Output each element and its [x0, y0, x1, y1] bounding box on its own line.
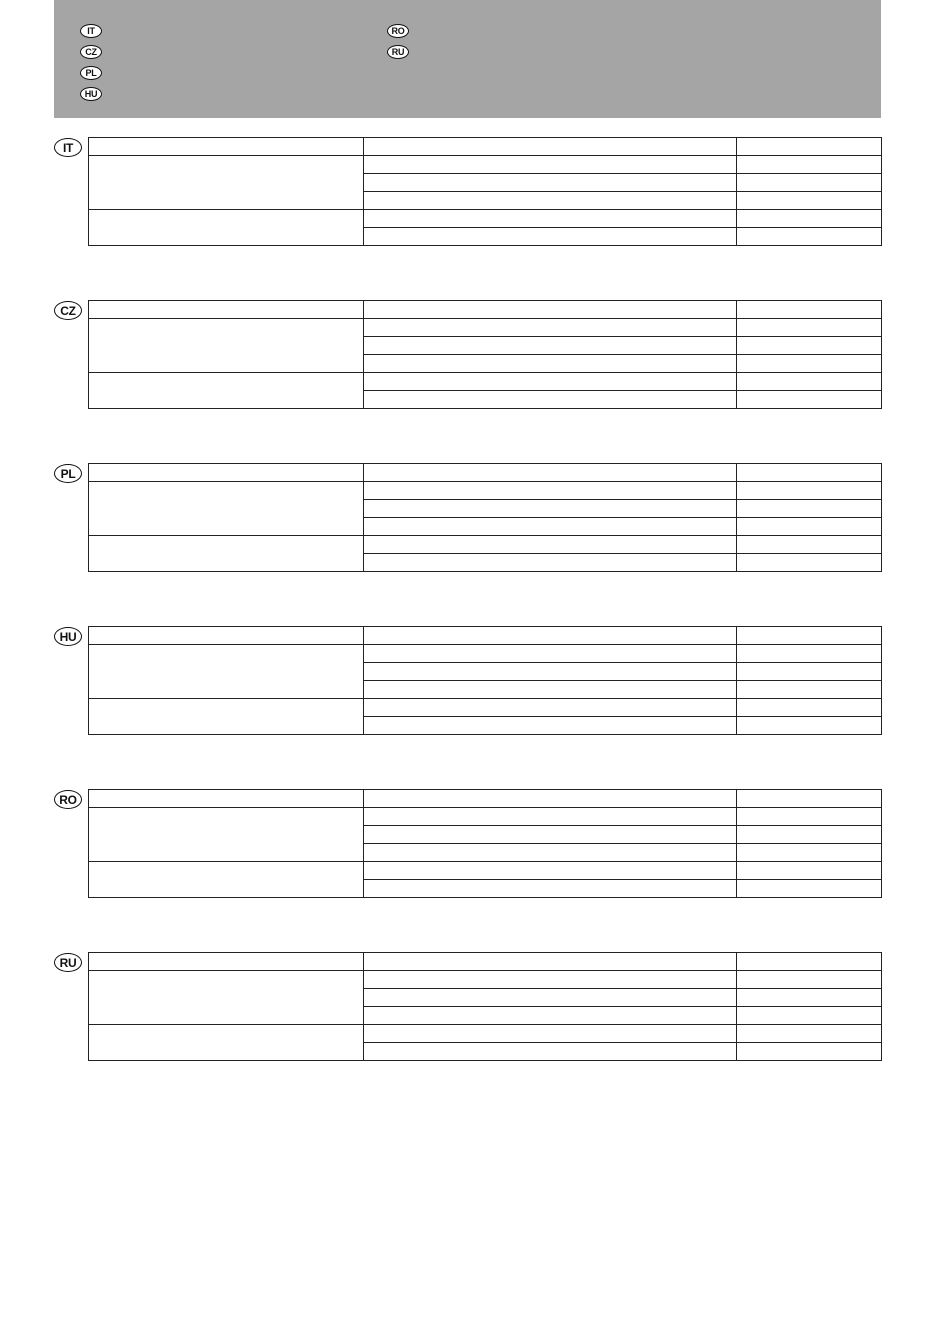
table-cell: [737, 808, 882, 826]
table-cell: [89, 373, 364, 409]
table-cell: [364, 1043, 737, 1061]
table-row: [89, 373, 882, 391]
table-cell: [737, 880, 882, 898]
table-cell: [737, 554, 882, 572]
table-cell: [89, 482, 364, 536]
table-cell: [364, 717, 737, 735]
table-cell: [89, 210, 364, 246]
table-cell: [737, 971, 882, 989]
legend-badge-cz: CZ: [80, 45, 102, 59]
table-cell: [364, 482, 737, 500]
table-cell: [364, 391, 737, 409]
table-cell: [737, 210, 882, 228]
table-cell: [89, 699, 364, 735]
table-cell: [364, 174, 737, 192]
table-cell: [89, 790, 364, 808]
table-row: [89, 1025, 882, 1043]
data-table: [88, 463, 882, 572]
table-cell: [737, 826, 882, 844]
table-cell: [364, 1025, 737, 1043]
table-cell: [364, 518, 737, 536]
table-row: [89, 953, 882, 971]
table-cell: [364, 536, 737, 554]
table-cell: [737, 500, 882, 518]
table-cell: [364, 627, 737, 645]
table-cell: [737, 482, 882, 500]
table-cell: [364, 790, 737, 808]
table-row: [89, 699, 882, 717]
table-row: [89, 971, 882, 989]
table-cell: [737, 663, 882, 681]
table-cell: [364, 554, 737, 572]
table-cell: [89, 156, 364, 210]
data-table: [88, 952, 882, 1061]
table-row: [89, 464, 882, 482]
table-cell: [364, 500, 737, 518]
table-cell: [364, 301, 737, 319]
table-cell: [364, 681, 737, 699]
table-cell: [737, 790, 882, 808]
table-cell: [364, 699, 737, 717]
data-table: [88, 789, 882, 898]
table-row: [89, 627, 882, 645]
legend-badge-hu: HU: [80, 87, 102, 101]
table-cell: [364, 337, 737, 355]
table-cell: [737, 645, 882, 663]
table-row: [89, 536, 882, 554]
data-table: [88, 300, 882, 409]
table-cell: [737, 627, 882, 645]
table-cell: [364, 464, 737, 482]
section-badge: HU: [54, 627, 82, 646]
legend-badge-pl: PL: [80, 66, 102, 80]
table-cell: [364, 862, 737, 880]
table-cell: [737, 862, 882, 880]
table-cell: [737, 228, 882, 246]
table-cell: [737, 355, 882, 373]
table-cell: [89, 808, 364, 862]
table-cell: [737, 138, 882, 156]
table-cell: [364, 373, 737, 391]
table-cell: [89, 301, 364, 319]
table-cell: [364, 319, 737, 337]
table-cell: [89, 862, 364, 898]
table-cell: [89, 536, 364, 572]
table-row: [89, 319, 882, 337]
table-cell: [737, 681, 882, 699]
table-cell: [737, 1007, 882, 1025]
table-cell: [364, 228, 737, 246]
table-cell: [737, 953, 882, 971]
table-cell: [737, 536, 882, 554]
table-cell: [364, 138, 737, 156]
section-badge: CZ: [54, 301, 82, 320]
table-cell: [737, 319, 882, 337]
table-cell: [364, 210, 737, 228]
table-cell: [737, 1043, 882, 1061]
table-cell: [89, 627, 364, 645]
legend-badge-it: IT: [80, 24, 102, 38]
table-row: [89, 482, 882, 500]
table-row: [89, 156, 882, 174]
table-cell: [737, 717, 882, 735]
table-cell: [364, 953, 737, 971]
table-cell: [737, 192, 882, 210]
table-cell: [737, 1025, 882, 1043]
table-cell: [737, 373, 882, 391]
table-cell: [737, 337, 882, 355]
table-cell: [364, 156, 737, 174]
table-cell: [364, 192, 737, 210]
table-cell: [89, 953, 364, 971]
section-badge: RU: [54, 953, 82, 972]
table-row: [89, 301, 882, 319]
table-cell: [364, 808, 737, 826]
table-cell: [89, 1025, 364, 1061]
data-table: [88, 626, 882, 735]
table-cell: [737, 989, 882, 1007]
table-cell: [364, 971, 737, 989]
table-row: [89, 645, 882, 663]
table-cell: [364, 826, 737, 844]
table-cell: [364, 1007, 737, 1025]
legend-badge-ru: RU: [387, 45, 409, 59]
table-cell: [89, 138, 364, 156]
table-cell: [737, 391, 882, 409]
section-badge: IT: [54, 138, 82, 157]
legend-badge-ro: RO: [387, 24, 409, 38]
data-table: [88, 137, 882, 246]
table-row: [89, 790, 882, 808]
section-badge: RO: [54, 790, 82, 809]
table-cell: [364, 355, 737, 373]
table-cell: [737, 156, 882, 174]
table-cell: [737, 174, 882, 192]
table-row: [89, 210, 882, 228]
table-cell: [364, 663, 737, 681]
section-badge: PL: [54, 464, 82, 483]
header-band: [54, 0, 881, 118]
table-cell: [737, 844, 882, 862]
table-cell: [737, 464, 882, 482]
table-row: [89, 138, 882, 156]
table-cell: [89, 319, 364, 373]
table-cell: [89, 464, 364, 482]
table-cell: [364, 645, 737, 663]
table-cell: [89, 645, 364, 699]
table-cell: [364, 880, 737, 898]
table-cell: [737, 699, 882, 717]
table-cell: [364, 989, 737, 1007]
table-cell: [364, 844, 737, 862]
table-cell: [89, 971, 364, 1025]
table-cell: [737, 518, 882, 536]
table-row: [89, 862, 882, 880]
table-cell: [737, 301, 882, 319]
table-row: [89, 808, 882, 826]
